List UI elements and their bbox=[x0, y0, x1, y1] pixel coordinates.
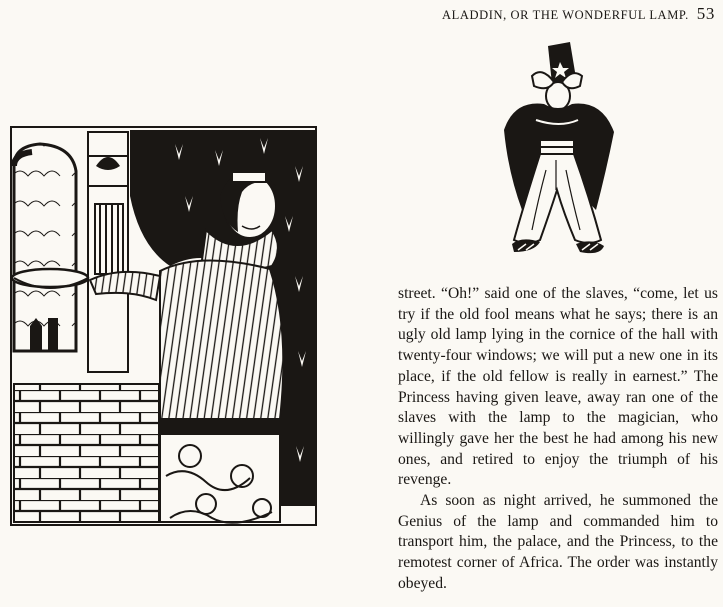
running-title: ALADDIN, OR THE WONDERFUL LAMP. bbox=[441, 8, 689, 22]
princess-at-window-illustration bbox=[10, 126, 317, 526]
magician-figure-illustration bbox=[496, 40, 618, 268]
paragraph: As soon as night arrived, he summoned the Genius of the lamp and commanded him to transport him, the palace, and the Princess, to the remotest corner of Africa. The order was instantly obeyed. bbox=[398, 492, 718, 592]
running-head bbox=[442, 4, 715, 24]
page-number: 53 bbox=[696, 4, 715, 23]
body-text bbox=[398, 284, 718, 595]
paragraph: street. “Oh!” said one of the slaves, “come, let us try if the old fool means what he says; there is an ugly old lamp lying in the cornice of the hall with twenty-four windows; we will put a new one in its place, if the old fellow is really in earnest.” The Princess having given leave, away ran one of the slaves with the lamp to the magician, who willingly gave her the best he had among his new ones, and retired to enjoy the triumph of his revenge. bbox=[398, 285, 718, 489]
